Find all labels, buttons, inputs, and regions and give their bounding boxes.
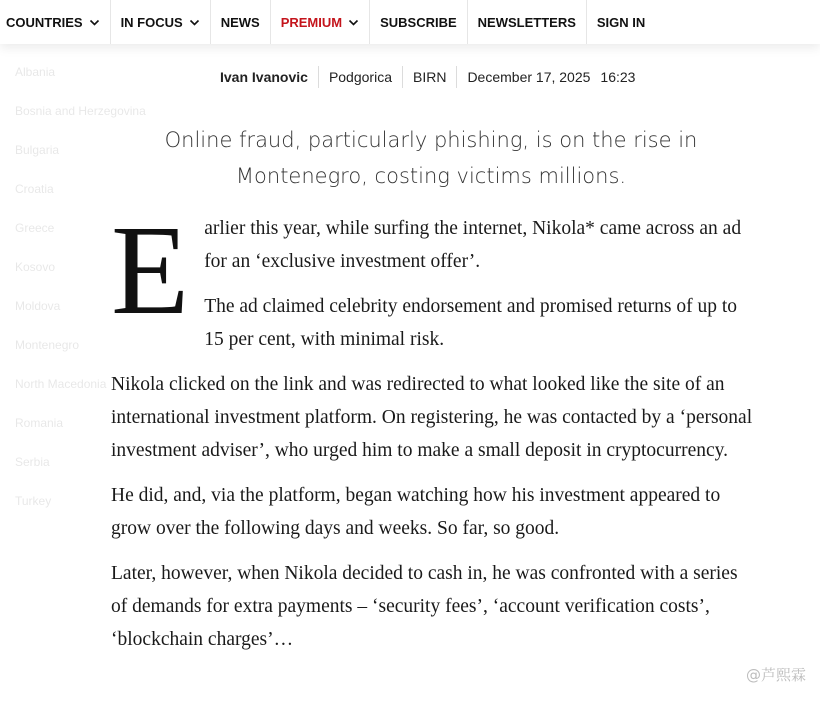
nav-countries[interactable] (0, 0, 111, 44)
nav-sign-in[interactable] (587, 0, 655, 44)
nav-countries-label: COUNTRIES (6, 14, 83, 30)
nav-subscribe[interactable] (370, 0, 468, 44)
ghost-menu-item: Serbia (15, 455, 50, 469)
nav-premium[interactable] (271, 0, 370, 44)
ghost-menu-item: Greece (15, 221, 55, 235)
ghost-menu-item: Albania (15, 65, 56, 79)
byline-location: Podgorica (318, 66, 402, 88)
drop-cap: E (111, 199, 190, 341)
nav-news[interactable] (211, 0, 271, 44)
chevron-down-icon (89, 17, 100, 28)
top-nav (0, 0, 820, 44)
watermark: @芦熙霖 (745, 666, 806, 684)
nav-premium-label: PREMIUM (280, 14, 343, 30)
nav-in-focus[interactable] (111, 0, 211, 44)
nav-sign-in-label: SIGN IN (596, 14, 646, 30)
article-body (111, 199, 755, 668)
byline-date: December 17, 2025 (456, 66, 600, 88)
byline (210, 66, 645, 88)
ghost-menu-item: Croatia (15, 182, 54, 196)
article-paragraph: The ad claimed celebrity endorsement and promised returns of up to 15 per cent, with minimal risk. (204, 296, 738, 350)
article-paragraph: Nikola clicked on the link and was redirected to what looked like the site of an international investment platform. On registering, he was contacted by a ‘personal investment adviser’, who urged him to make a small deposit in cryptocurrency. (111, 374, 753, 461)
nav-in-focus-label: IN FOCUS (120, 14, 183, 30)
author-name[interactable]: Ivan Ivanovic (220, 69, 308, 85)
ghost-menu-item: Turkey (15, 494, 52, 508)
article-paragraph: He did, and, via the platform, began watching how his investment appeared to grow over the following days and weeks. So far, so good. (111, 485, 721, 539)
chevron-down-icon (348, 17, 359, 28)
nav-newsletters[interactable] (468, 0, 587, 44)
countries-menu-ghost (15, 62, 146, 530)
ghost-menu-item: Romania (15, 416, 64, 430)
ghost-menu-item: Kosovo (15, 260, 56, 274)
article-standfirst: Online fraud, particularly phishing, is on the rise in Montenegro, costing victims millions. (164, 128, 698, 188)
article-paragraph: Later, however, when Nikola decided to cash in, he was confronted with a series of demands for extra payments – ‘security fees’, ‘account verification costs’, ‘blockchain charges’… (111, 563, 738, 650)
ghost-menu-item: Bulgaria (15, 143, 60, 157)
ghost-menu-item: Moldova (15, 299, 61, 313)
ghost-menu-item: North Macedonia (15, 377, 107, 391)
article-paragraph: arlier this year, while surfing the internet, Nikola* came across an ad for an ‘exclusive investment offer’. (204, 218, 742, 272)
byline-time: 16:23 (600, 69, 636, 85)
nav-news-label: NEWS (220, 14, 260, 30)
nav-subscribe-label: SUBSCRIBE (380, 14, 457, 30)
ghost-menu-item: Bosnia and Herzegovina (15, 104, 146, 118)
chevron-down-icon (189, 17, 200, 28)
byline-outlet: BIRN (402, 66, 456, 88)
nav-newsletters-label: NEWSLETTERS (477, 14, 576, 30)
ghost-menu-item: Montenegro (15, 338, 80, 352)
